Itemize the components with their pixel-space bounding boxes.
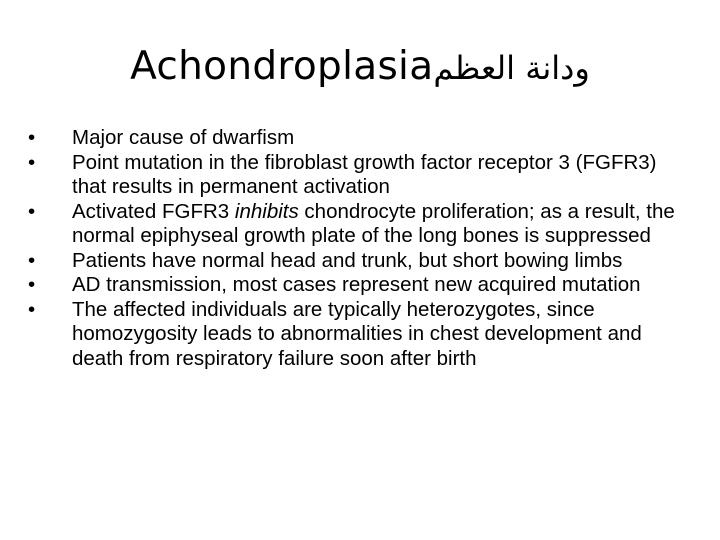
bullet-text-emphasis: inhibits [234,199,299,223]
bullet-item [24,200,684,249]
bullet-text: Major cause of dwarfism [72,126,295,149]
bullet-item [24,273,684,298]
title-english: Achondroplasia [130,44,434,89]
bullet-text [72,200,675,248]
bullet-text-end: chondrocyte proliferation; as a result, the normal epiphyseal growth plate of the long bones is suppressed [72,199,675,247]
bullet-text: AD transmission, most cases represent new acquired mutation [72,273,641,296]
bullet-item [24,126,684,151]
bullet-text: Point mutation in the fibroblast growth factor receptor 3 (FGFR3) that results in permanent activation [72,150,657,198]
title-arabic: ودانة العظم [433,49,590,87]
bullet-marker: • [28,248,36,272]
bullet-text-start: Activated FGFR3 [72,199,235,223]
bullet-marker: • [28,150,36,174]
bullet-marker: • [28,199,36,223]
bullet-item [24,298,684,372]
bullet-text: The affected individuals are typically heterozygotes, since homozygosity leads to abnormalities in chest development and death from respiratory failure soon after birth [72,297,642,370]
bullet-marker: • [28,297,36,321]
slide-title [0,42,720,93]
bullet-text: Patients have normal head and trunk, but short bowing limbs [72,248,623,272]
bullet-item [24,249,684,274]
bullet-marker: • [28,126,36,149]
bullet-item [24,151,684,200]
bullet-list [24,126,684,371]
bullet-marker: • [28,273,36,296]
